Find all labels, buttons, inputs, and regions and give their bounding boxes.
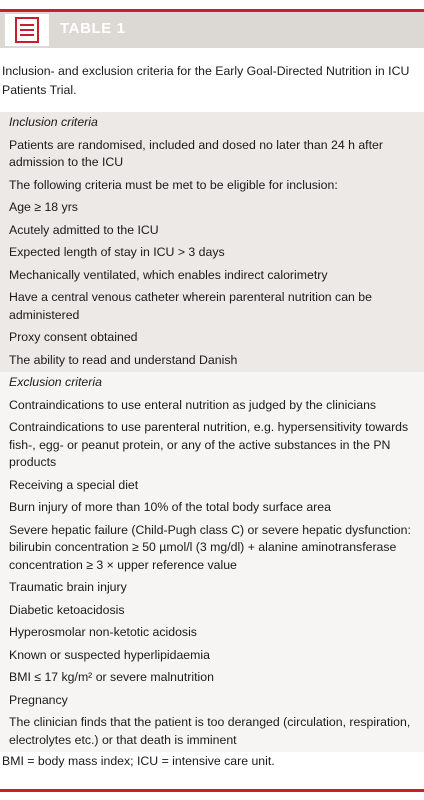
exclusion-heading: Exclusion criteria bbox=[0, 372, 424, 395]
table-title: TABLE 1 bbox=[60, 20, 126, 37]
inclusion-item: Acutely admitted to the ICU bbox=[0, 220, 424, 243]
inclusion-item: The ability to read and understand Danish bbox=[0, 350, 424, 373]
inclusion-item: Expected length of stay in ICU > 3 days bbox=[0, 242, 424, 265]
inclusion-item: Have a central venous catheter wherein parenteral nutrition can be administered bbox=[0, 287, 424, 327]
exclusion-item: Severe hepatic failure (Child-Pugh class C) or severe hepatic dysfunction: bilirubin concentration ≥ 50 µmol/l (3 mg/dl) + alanine aminotransferase concentration ≥ 3 × upper reference value bbox=[0, 520, 424, 578]
exclusion-item: BMI ≤ 17 kg/m² or severe malnutrition bbox=[0, 667, 424, 690]
criteria-table bbox=[0, 112, 424, 752]
exclusion-item: Burn injury of more than 10% of the total body surface area bbox=[0, 497, 424, 520]
inclusion-item: Age ≥ 18 yrs bbox=[0, 197, 424, 220]
exclusion-item: Pregnancy bbox=[0, 690, 424, 713]
table-footnote: BMI = body mass index; ICU = intensive care unit. bbox=[2, 754, 275, 768]
exclusion-item: Traumatic brain injury bbox=[0, 577, 424, 600]
inclusion-item: The following criteria must be met to be eligible for inclusion: bbox=[0, 175, 424, 198]
table-header bbox=[0, 12, 424, 48]
exclusion-item: Contraindications to use enteral nutrition as judged by the clinicians bbox=[0, 395, 424, 418]
inclusion-item: Proxy consent obtained bbox=[0, 327, 424, 350]
table-caption: Inclusion- and exclusion criteria for the Early Goal-Directed Nutrition in ICU Patients Trial. bbox=[2, 64, 410, 97]
exclusion-item: Contraindications to use parenteral nutrition, e.g. hypersensitivity towards fish-, egg- or peanut protein, or any of the active substances in the PN products bbox=[0, 417, 424, 475]
exclusion-item: The clinician finds that the patient is too deranged (circulation, respiration, electrolytes etc.) or that death is imminent bbox=[0, 712, 424, 752]
table-icon-box bbox=[5, 14, 49, 46]
exclusion-item: Diabetic ketoacidosis bbox=[0, 600, 424, 623]
exclusion-item: Hyperosmolar non-ketotic acidosis bbox=[0, 622, 424, 645]
inclusion-item: Patients are randomised, included and dosed no later than 24 h after admission to the ICU bbox=[0, 135, 424, 175]
inclusion-heading: Inclusion criteria bbox=[0, 112, 424, 135]
inclusion-item: Mechanically ventilated, which enables indirect calorimetry bbox=[0, 265, 424, 288]
bottom-accent-rule bbox=[0, 789, 424, 792]
exclusion-item: Receiving a special diet bbox=[0, 475, 424, 498]
exclusion-item: Known or suspected hyperlipidaemia bbox=[0, 645, 424, 668]
